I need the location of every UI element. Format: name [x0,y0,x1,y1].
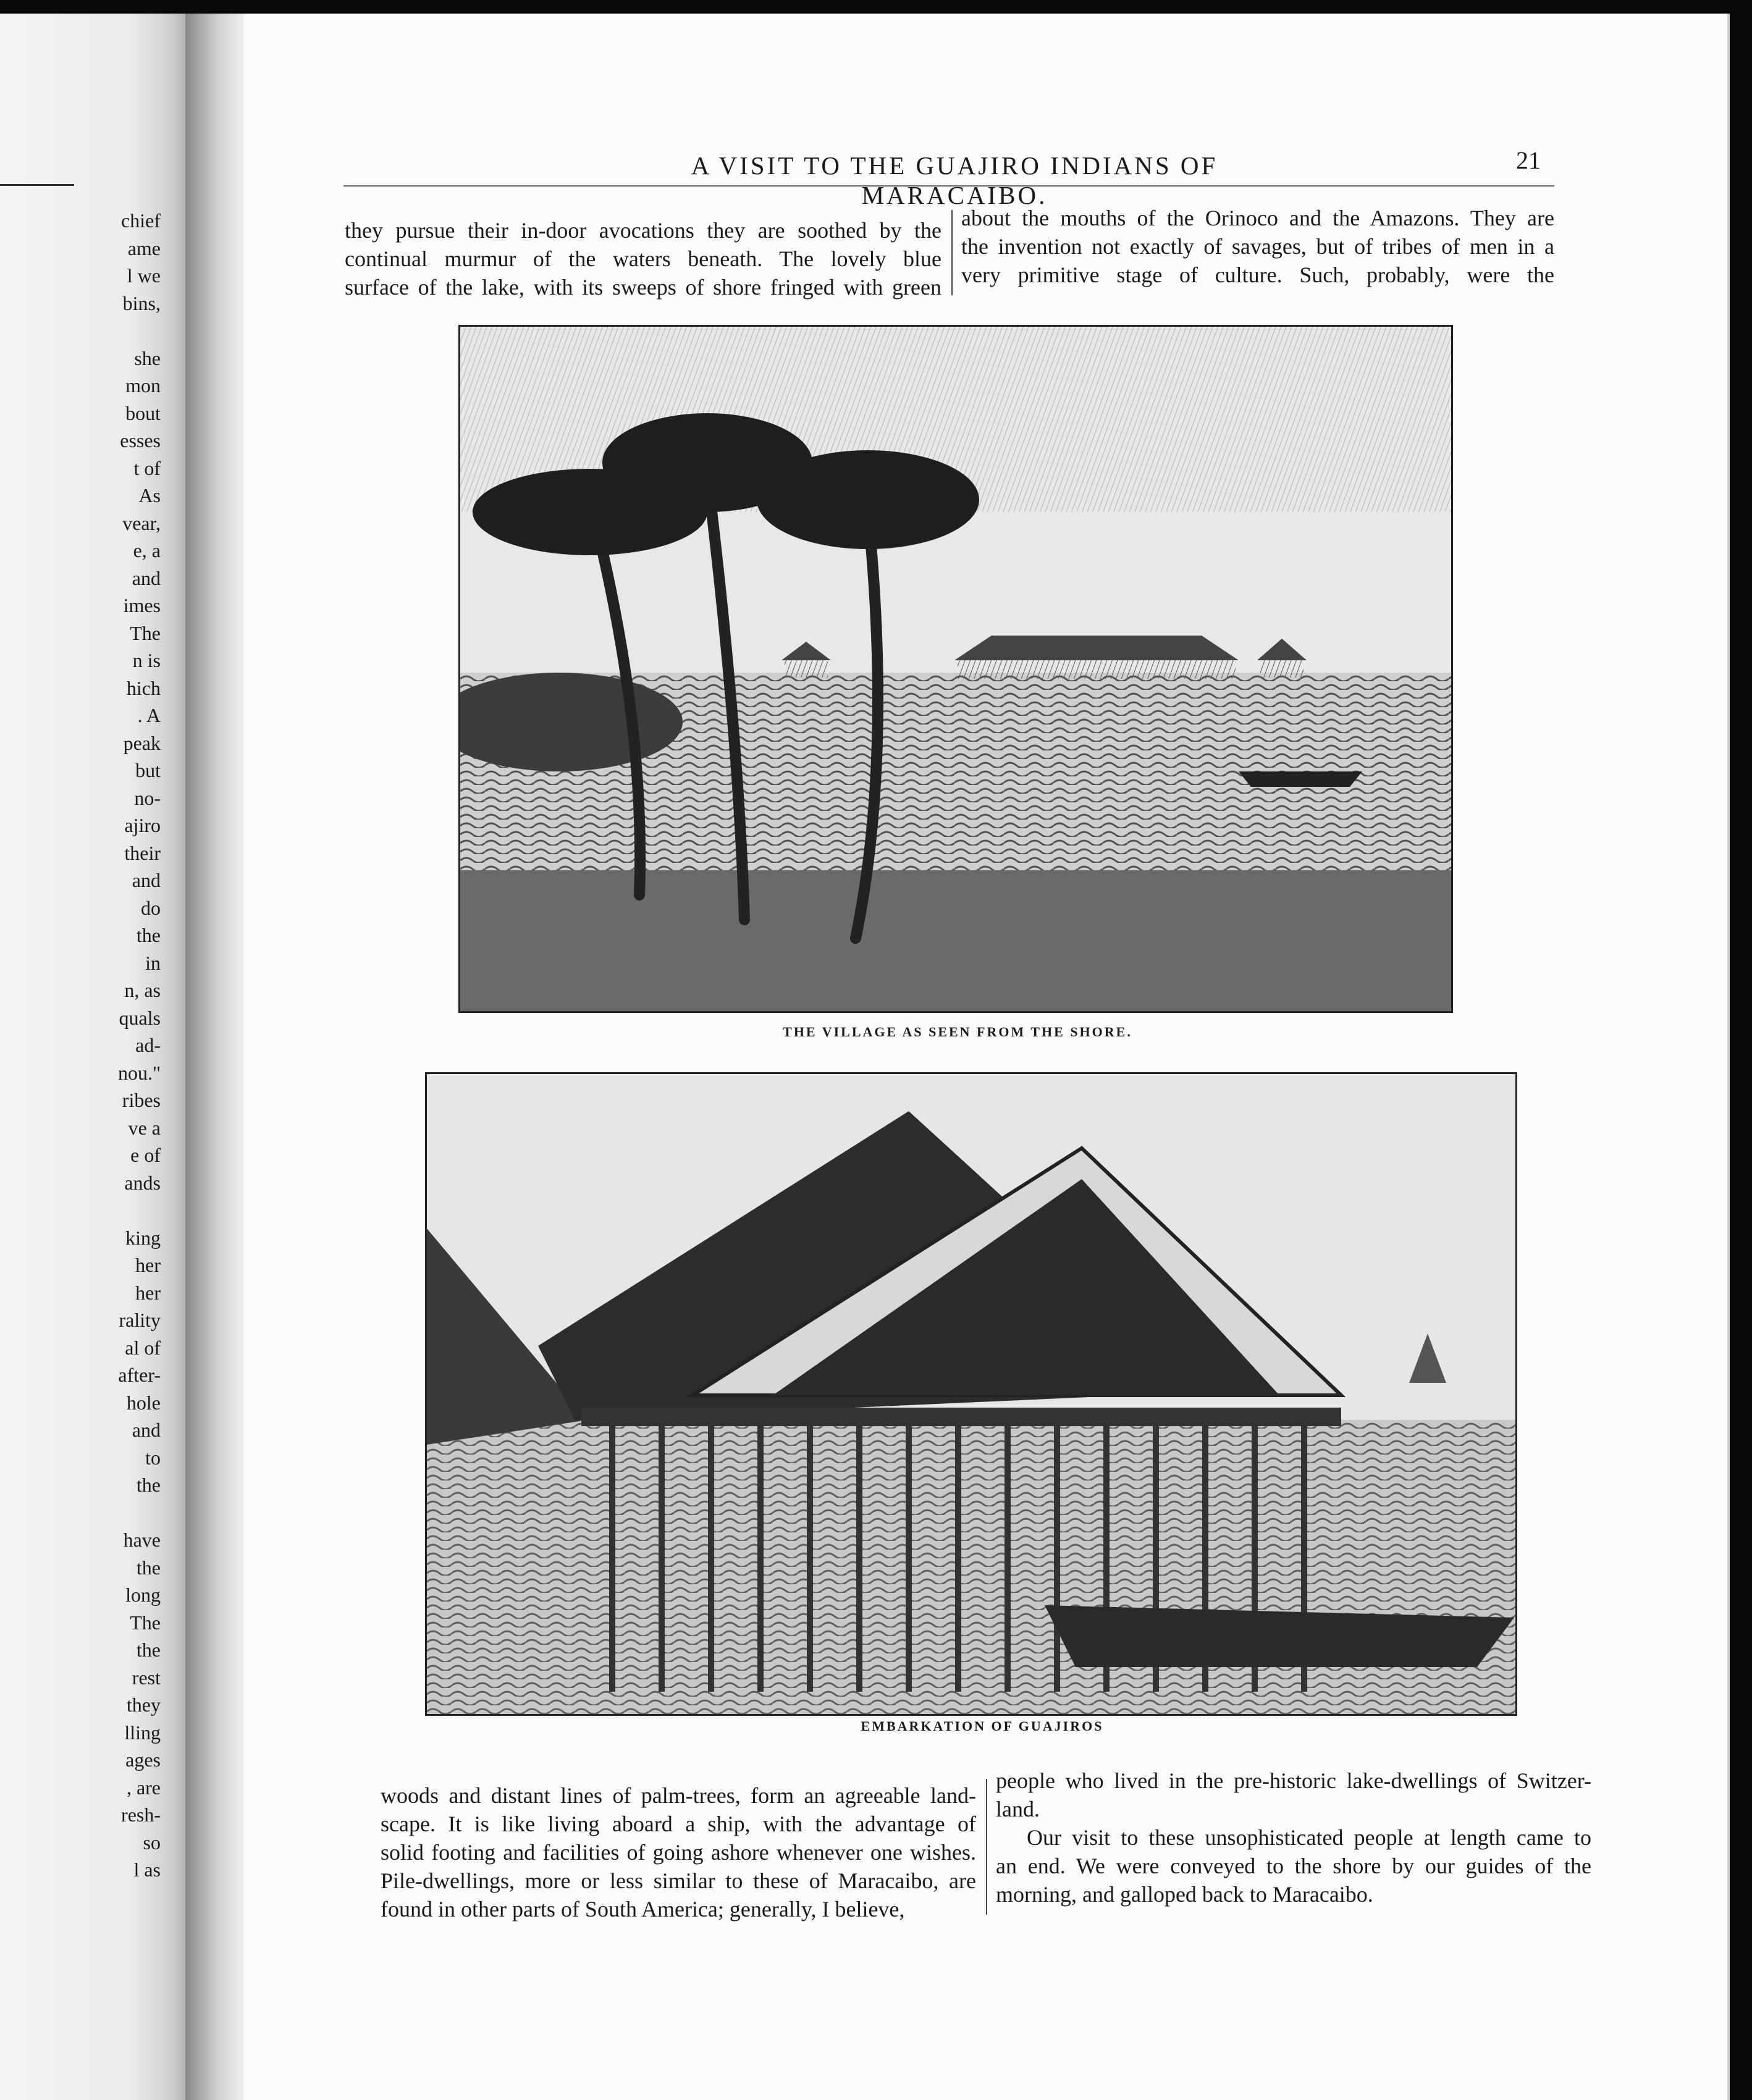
left-page-fragment: king [125,1226,161,1249]
bottom-right-column [996,1766,1591,1909]
embarkation-engraving [425,1072,1517,1716]
left-page-fragment: her [135,1254,161,1276]
left-page-fragment: The [130,621,161,644]
column-rule [986,1779,987,1915]
left-page-fragment: they [126,1694,161,1716]
caption-embarkation: EMBARKATION OF GUAJIROS [861,1718,1104,1734]
left-page-fragment: the [136,924,161,946]
left-page-fragment: esses [120,429,161,452]
top-left-column [345,216,941,301]
text-line: an end. We were conveyed to the shore by our guides of the [996,1854,1591,1878]
left-facing-page [0,14,185,2100]
left-page-fragment: the [136,1474,161,1496]
left-page-fragment: imes [123,594,161,616]
left-page-fragment: no- [134,786,161,809]
left-page-fragment: do [141,896,161,919]
left-page-fragment: peak [123,731,161,754]
left-page-fragment: bins, [122,292,161,314]
left-page-fragment: l as [133,1858,161,1881]
text-line: continual murmur of the waters beneath. The lovely blue [345,246,941,271]
left-page-fragment: to [145,1446,161,1469]
left-page-fragment: ages [125,1749,161,1771]
village-scene-illustration [460,327,1451,1011]
header-rule [343,185,1554,187]
text-line: woods and distant lines of palm-trees, form an agreeable land- [381,1783,976,1808]
running-head: A VISIT TO THE GUAJIRO INDIANS OF MARACAIBO. [691,151,1218,209]
left-page-rule [0,184,74,186]
left-page-fragment: lling [124,1721,161,1744]
left-page-fragment: ands [124,1171,161,1194]
text-line: Our visit to these unsophisticated people at length came to [1027,1825,1591,1850]
left-page-fragment: ajiro [124,814,161,836]
left-page-fragment: and [132,1419,161,1441]
text-line: morning, and galloped back to Maracaibo. [996,1882,1373,1907]
text-line: the invention not exactly of savages, but of tribes of men in a [961,234,1554,259]
left-page-fragment: but [135,759,161,781]
left-page-fragment: quals [119,1006,161,1029]
left-page-fragment: ribes [122,1089,161,1111]
left-page-fragment: , are [126,1776,161,1799]
left-page-fragment: The [130,1611,161,1634]
text-line: solid footing and facilities of going ashore whenever one wishes. [381,1840,976,1865]
left-page-fragment: so [143,1831,161,1854]
text-line: Pile-dwellings, more or less similar to these of Maracaibo, are [381,1868,976,1893]
column-rule [951,210,953,295]
left-page-fragment: after- [118,1364,161,1386]
left-page-fragment: their [124,841,161,864]
caption-village: THE VILLAGE AS SEEN FROM THE SHORE. [783,1024,1132,1040]
book-gutter [185,14,244,2100]
left-page-fragment: n is [132,649,161,671]
left-page-fragment: chief [121,209,161,232]
left-page-fragment: t of [133,456,161,479]
text-line: people who lived in the pre-historic lake-dwellings of Switzer- [996,1768,1591,1793]
left-page-fragment: ve a [128,1116,161,1139]
left-page-fragment: in [145,951,161,974]
left-page-fragment: e, a [133,539,161,561]
left-page-fragment: nou." [117,1061,161,1084]
left-page-fragment: ame [127,237,161,259]
page-number: 21 [1516,146,1541,174]
left-page-fragment: hole [126,1391,161,1414]
left-page-fragment: have [123,1529,161,1551]
left-page-fragment: the [136,1639,161,1661]
left-page-fragment: hich [126,676,161,699]
left-page-fragment: long [125,1584,161,1606]
left-page-fragment: al of [125,1336,161,1359]
text-line: surface of the lake, with its sweeps of shore fringed with green [345,275,941,300]
left-page-fragment: she [134,346,161,369]
left-page-fragment: l we [127,264,161,287]
left-page-fragment: and [132,869,161,891]
left-page-fragment: mon [125,374,161,397]
left-page-fragment: ad- [135,1034,161,1056]
text-line: land. [996,1797,1040,1821]
embarkation-scene-illustration [427,1074,1515,1714]
left-page-fragment: . A [137,704,161,726]
top-right-column [961,204,1554,289]
village-engraving [458,325,1453,1013]
text-line: they pursue their in-door avocations they are soothed by the [345,218,941,243]
bottom-left-column [381,1781,976,1923]
left-page-fragment: n, as [124,979,161,1001]
text-line: scape. It is like living aboard a ship, with the advantage of [381,1812,976,1836]
left-page-fragment: bout [125,401,161,424]
left-page-fragment: e of [130,1144,161,1166]
page-edge [1727,14,1730,2100]
left-page-fragment: resh- [121,1804,161,1826]
left-page-fragment: As [138,484,161,506]
left-page-fragment: rest [132,1666,161,1689]
text-line: very primitive stage of culture. Such, probably, were the [961,262,1554,287]
left-page-fragment: and [132,566,161,589]
text-line: about the mouths of the Orinoco and the Amazons. They are [961,206,1554,230]
left-page-fragment: her [135,1281,161,1304]
left-page-fragment: the [136,1556,161,1579]
left-page-fragment: rality [119,1309,161,1331]
text-line: found in other parts of South America; generally, I believe, [381,1897,905,1922]
left-page-fragment: vear, [122,511,161,534]
